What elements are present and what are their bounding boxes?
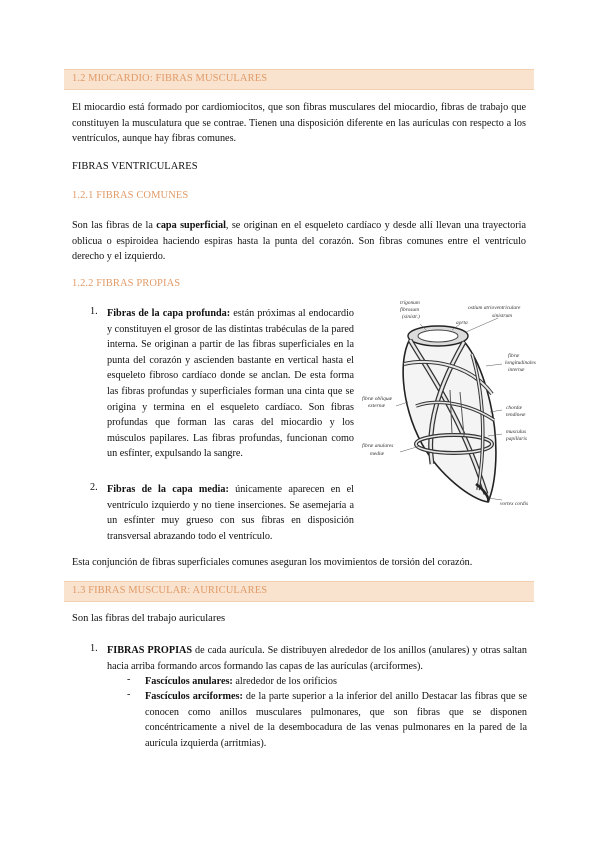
section-header-miocardio <box>64 69 534 90</box>
bold-term: capa superficial <box>156 220 226 231</box>
auriculares-intro: Son las fibras del trabajo auriculares <box>72 613 226 624</box>
intro-paragraph: El miocardio está formado por cardiomiocitos, que son fibras musculares del miocardio, fibras de trabajo que constituyen la musculatura que se contrae. Tienen una disposición diferente en las aurículas con respecto a los ventrículos, aunque hay fibras comunes. <box>72 102 526 145</box>
figure-label: trígonum <box>400 300 420 306</box>
list-item-capa-profunda <box>107 306 354 462</box>
figure-label: sinistrum <box>492 313 513 319</box>
text-run: únicamente aparecen en el ventrículo izquierdo y no tiene inserciones. Se asemejaría a un esfínter muy grueso con sus fibras en disposición transversal abrazando todo el ventrículo. <box>107 484 355 542</box>
figure-label: (sinistr.) <box>402 314 420 320</box>
figure-label: fibræ anulares <box>362 443 394 449</box>
figure-label: papillaris <box>506 436 527 442</box>
list-number: 1. <box>90 306 98 317</box>
figure-label: musculus <box>506 429 527 435</box>
list-number: 1. <box>90 643 98 654</box>
text-run: Son las fibras de la <box>72 220 157 231</box>
list-item-fibras-propias <box>107 643 527 674</box>
sublist-item-arciformes <box>145 689 527 751</box>
bold-term: Fascículos arciformes: <box>145 691 243 702</box>
section-title-fibras-comunes: 1.2.1 FIBRAS COMUNES <box>72 190 189 201</box>
bold-term: FIBRAS PROPIAS <box>107 645 193 656</box>
figure-label: aorta <box>456 320 468 326</box>
text-run: están próximas al endocardio y constituyen el grosor de las distintas trabéculas de la pared interna. Se originan a partir de las fibras superficiales en la punta del corazón y ascienden bastante en vertical hasta el esqueleto fibroso cardíaco donde se anclan. De esta forma las fibras profundas y superficiales forman una cinta que se origina y termina en el esqueleto cardíaco. Son fibras profundas que forman las caras del miocardio y los músculos papilares. Las fibras profundas, funcionan como un esfínter, expulsando la sangre. <box>107 308 354 460</box>
figure-label: internæ <box>508 367 525 373</box>
list-number: 2. <box>90 482 98 493</box>
text-run: alrededor de los orificios <box>232 676 337 687</box>
figure-label: mediæ <box>370 451 385 457</box>
text-run: de la parte superior a la inferior del anillo Destacar las fibras que se conocen como anillos musculares pulmonares, que son fibras que se disponen concéntricamente a nivel de la desembocadura de las venas pulmonares en la pared de la aurícula izquierda (arritmias). <box>145 691 527 749</box>
figure-label: fibræ <box>508 353 520 359</box>
figure-label: chordæ <box>506 405 522 411</box>
bold-term: Fibras de la capa profunda: <box>107 308 231 319</box>
sublist-item-anulares <box>145 674 527 690</box>
bold-term: Fascículos anulares: <box>145 676 233 687</box>
subheading-fibras-ventriculares: FIBRAS VENTRICULARES <box>72 161 198 172</box>
bullet-dash: - <box>127 674 131 685</box>
section-title: 1.3 FIBRAS MUSCULAR: AURICULARES <box>72 585 268 596</box>
figure-label: vortex cordis <box>500 501 529 507</box>
section-title-fibras-propias: 1.2.2 FIBRAS PROPIAS <box>72 278 181 289</box>
fibras-comunes-paragraph <box>72 218 526 265</box>
figure-label: longitudinales <box>505 360 536 366</box>
list-item-capa-media <box>107 482 354 544</box>
bullet-dash: - <box>127 689 131 700</box>
figure-label: tendineæ <box>506 412 526 418</box>
figure-label: fibrosum <box>400 307 419 313</box>
conclusion-paragraph: Esta conjunción de fibras superficiales comunes aseguran los movimientos de torsión del corazón. <box>72 557 473 568</box>
section-header-auriculares <box>64 581 534 602</box>
heart-fibers-illustration <box>360 294 540 510</box>
section-title: 1.2 MIOCARDIO: FIBRAS MUSCULARES <box>72 73 268 84</box>
figure-label: fibræ obliquæ <box>362 396 393 402</box>
figure-label: externæ <box>368 403 386 409</box>
figure-label: ostium atrioventriculare <box>468 305 521 311</box>
text-run: , se originan en el esqueleto cardíaco y desde allí llevan una trayectoria oblicua o espiroidea haciendo espiras hasta la punta del corazón. Son fibras comunes entre el ventrículo derecho y el izquierdo. <box>72 220 526 263</box>
illustration-drawing <box>396 318 502 502</box>
bold-term: Fibras de la capa media: <box>107 484 229 495</box>
text-run: de cada aurícula. Se distribuyen alrededor de los anillos (anulares) y otras saltan hacia arriba formando arcos formando las capas de las aurículas (arciformes). <box>107 645 527 672</box>
